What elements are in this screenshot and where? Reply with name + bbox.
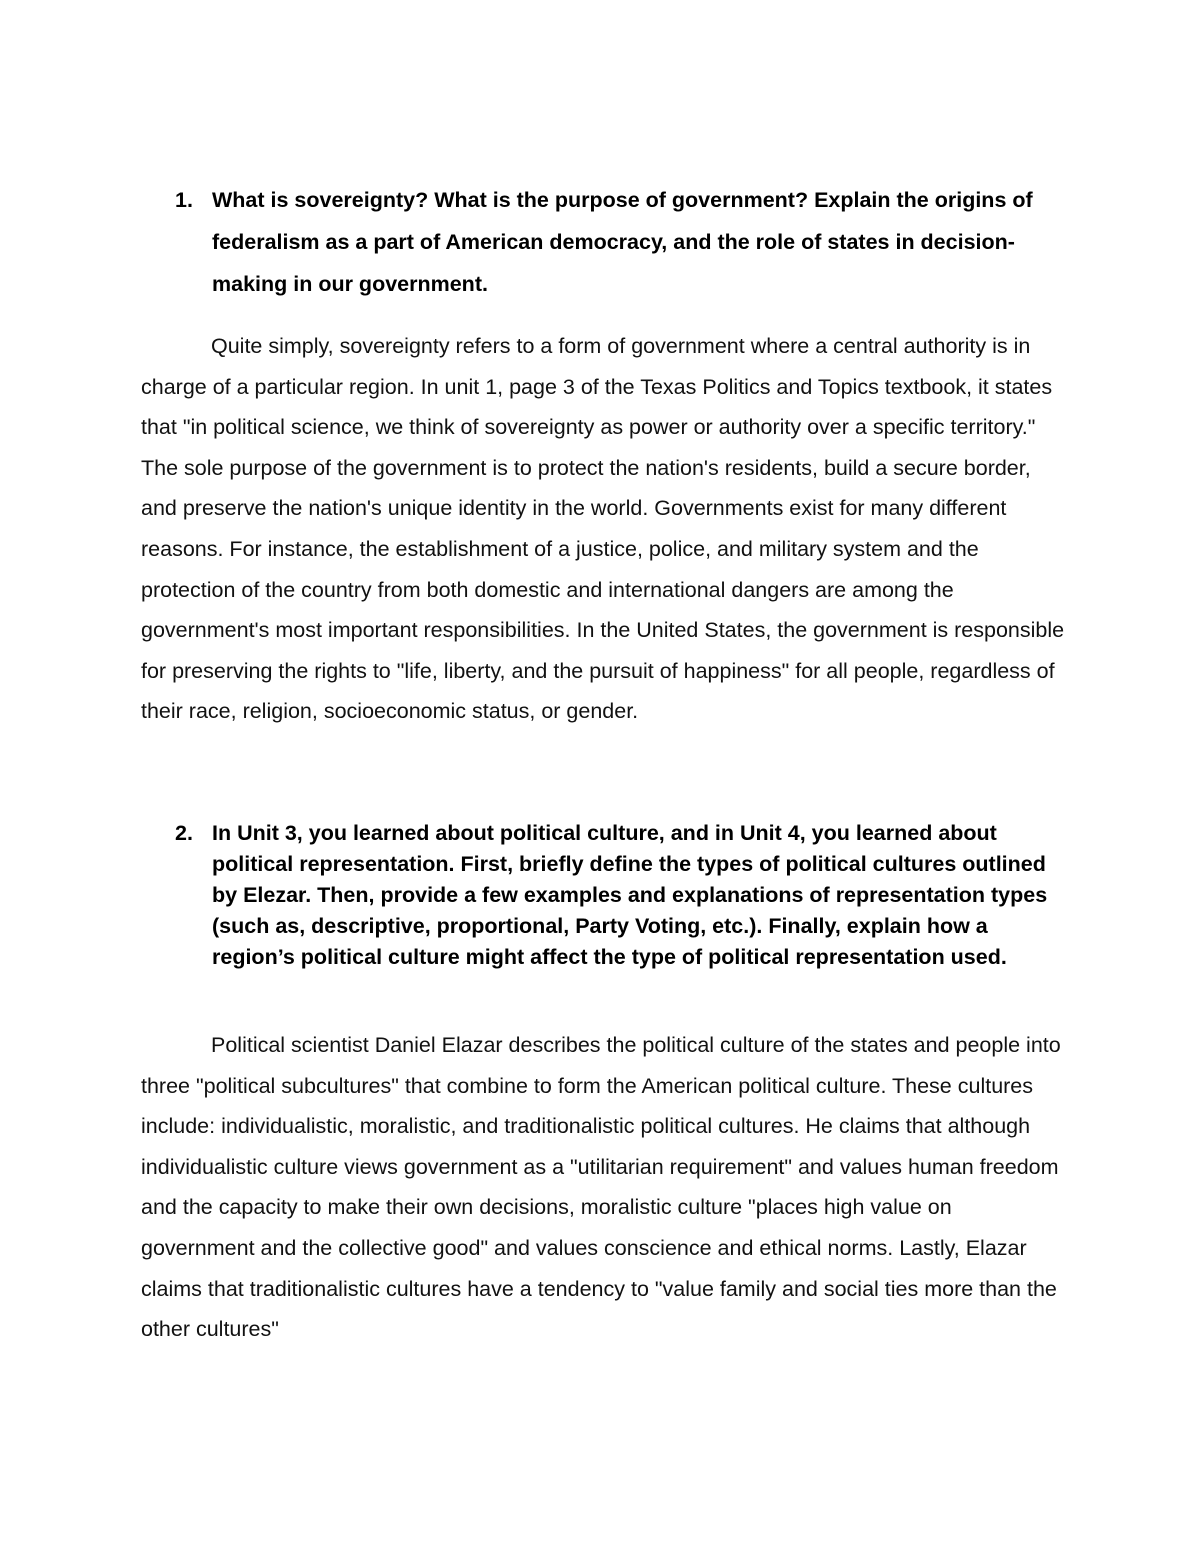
answer-2: Political scientist Daniel Elazar describes the political culture of the states and people into three "political subcultures" that combine to form the American political culture. These cultures include: individualistic, moralistic, and traditionalistic political cultures. He claims that although individualistic culture views government as a "utilitarian requirement" and values human freedom and the capacity to make their own decisions, moralistic culture "places high value on government and the collective good" and values conscience and ethical norms. Lastly, Elazar claims that traditionalistic cultures have a tendency to "value family and social ties more than the other cultures" — [141, 1033, 1061, 1342]
question-1 — [175, 179, 1075, 305]
question-text: In Unit 3, you learned about political culture, and in Unit 4, you learned about political representation. First, briefly define the types of political cultures outlined by Elezar. Then, provide a few examples and explanations of representation types (such as, descriptive, proportional, Party Voting, etc.). Finally, explain how a region’s political culture might affect the type of political representation used. — [212, 821, 1048, 969]
question-number: 1. — [175, 188, 193, 212]
question-text: What is sovereignty? What is the purpose of government? Explain the origins of federalism as a part of American democracy, and the role of states in decision-making in our government. — [212, 188, 1033, 296]
question-number: 2. — [175, 821, 193, 845]
question-2 — [175, 818, 1075, 973]
answer-1: Quite simply, sovereignty refers to a form of government where a central authority is in charge of a particular region. In unit 1, page 3 of the Texas Politics and Topics textbook, it states that "in political science, we think of sovereignty as power or authority over a specific territory." The sole purpose of the government is to protect the nation's residents, build a secure border, and preserve the nation's unique identity in the world. Governments exist for many different reasons. For instance, the establishment of a justice, police, and military system and the protection of the country from both domestic and international dangers are among the government's most important responsibilities. In the United States, the government is responsible for preserving the rights to "life, liberty, and the pursuit of happiness" for all people, regardless of their race, religion, socioeconomic status, or gender. — [141, 334, 1065, 724]
